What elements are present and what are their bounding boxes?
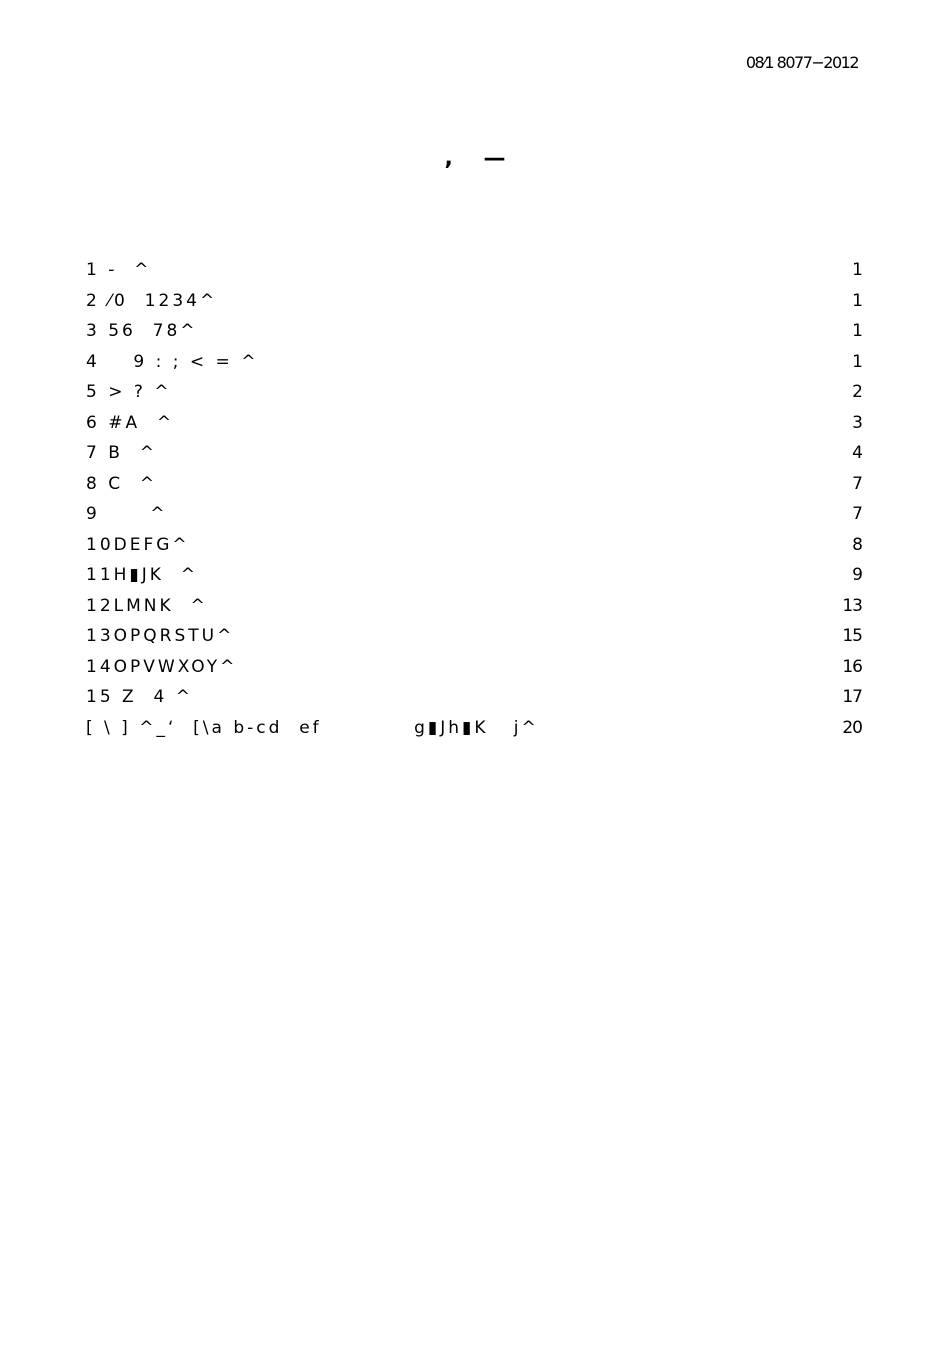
toc-entry-page: 20 — [842, 717, 862, 738]
toc-entry-label: 1 ‐ ^ — [86, 260, 152, 281]
toc-entry-page: 1 — [852, 321, 862, 342]
toc-entry-page: 16 — [842, 656, 862, 677]
toc-entry-label: 3 56 78^ — [86, 321, 198, 342]
toc-entry[interactable] — [86, 560, 862, 591]
toc-entry[interactable] — [86, 377, 862, 408]
toc-entry[interactable] — [86, 682, 862, 713]
toc-entry-label: 12LMNK ^ — [86, 595, 208, 616]
toc-entry-label: 2 ⁄0 1234^ — [86, 290, 218, 311]
toc-entry-label: 5 > ? ^ — [86, 382, 172, 403]
toc-entry-label: 9 ^ — [86, 504, 168, 525]
toc-entry-label: 15 Z 4 ^ — [86, 687, 193, 708]
toc-entry[interactable] — [86, 408, 862, 439]
toc-entry-page: 17 — [842, 687, 862, 708]
standard-number: 08⁄1 8077−2012 — [745, 53, 858, 72]
toc-entry-label: [ \ ] ^_‘ [\a b-cd ef g▮Jh▮K j^ — [86, 717, 539, 738]
toc-entry[interactable] — [86, 286, 862, 317]
toc-entry[interactable] — [86, 713, 862, 744]
toc-entry-page: 1 — [852, 260, 862, 281]
toc-entry-page: 1 — [852, 351, 862, 372]
toc-entry-label: 7 B ^ — [86, 443, 157, 464]
toc-entry[interactable] — [86, 652, 862, 683]
toc-entry-page: 13 — [842, 595, 862, 616]
toc-entry-page: 3 — [852, 412, 862, 433]
toc-entry-page: 7 — [852, 504, 862, 525]
toc-entry-page: 2 — [852, 382, 862, 403]
toc-entry-label: 6 #A ^ — [86, 412, 175, 433]
toc-entry-page: 15 — [842, 626, 862, 647]
toc-entry[interactable] — [86, 499, 862, 530]
table-of-contents — [86, 255, 862, 743]
toc-entry-page: 8 — [852, 534, 862, 555]
toc-entry[interactable] — [86, 347, 862, 378]
toc-entry[interactable] — [86, 255, 862, 286]
toc-entry[interactable] — [86, 316, 862, 347]
toc-entry-label: 8 C ^ — [86, 473, 158, 494]
toc-entry-label: 14OPVWXOY^ — [86, 656, 238, 677]
toc-entry-page: 7 — [852, 473, 862, 494]
toc-entry[interactable] — [86, 530, 862, 561]
toc-entry[interactable] — [86, 621, 862, 652]
toc-entry-page: 1 — [852, 290, 862, 311]
toc-entry-label: 4 9 : ; < = ^ — [86, 351, 259, 372]
toc-entry-page: 9 — [852, 565, 862, 586]
toc-entry[interactable] — [86, 591, 862, 622]
toc-entry-label: 13OPQRSTU^ — [86, 626, 235, 647]
toc-entry-page: 4 — [852, 443, 862, 464]
toc-entry-label: 11H▮JK ^ — [86, 565, 198, 586]
document-title: , — — [444, 146, 506, 171]
toc-entry[interactable] — [86, 438, 862, 469]
toc-entry[interactable] — [86, 469, 862, 500]
toc-entry-label: 10DEFG^ — [86, 534, 190, 555]
